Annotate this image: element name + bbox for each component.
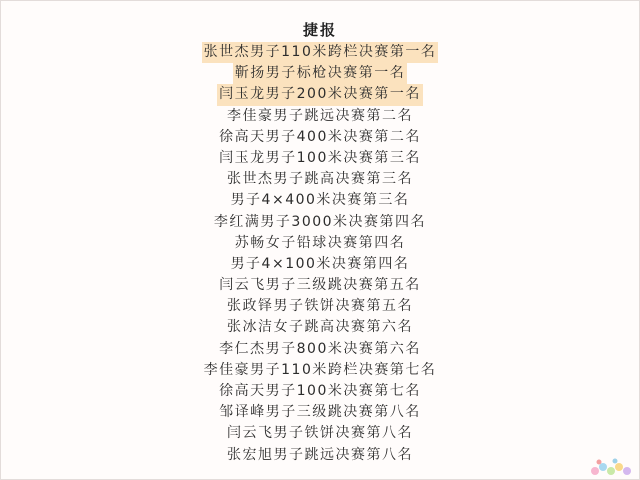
result-item <box>1 275 639 296</box>
result-item <box>1 360 639 381</box>
result-item <box>1 106 639 127</box>
result-text: 李仁杰男子800米决赛第六名 <box>219 340 421 357</box>
result-text: 邹译峰男子三级跳决赛第八名 <box>219 404 421 421</box>
result-text: 张政铎男子铁饼决赛第五名 <box>227 298 413 315</box>
result-item <box>1 63 639 84</box>
result-item <box>1 445 639 466</box>
result-item <box>1 339 639 360</box>
result-text: 靳扬男子标枪决赛第一名 <box>233 63 408 84</box>
result-text: 闫玉龙男子200米决赛第一名 <box>217 84 423 105</box>
result-text: 张宏旭男子跳远决赛第八名 <box>227 446 413 463</box>
result-item <box>1 212 639 233</box>
result-text: 李红满男子3000米决赛第四名 <box>213 213 427 230</box>
result-text: 闫云飞男子铁饼决赛第八名 <box>227 425 413 442</box>
result-item <box>1 402 639 423</box>
result-text: 徐高天男子100米决赛第七名 <box>219 383 421 399</box>
result-item <box>1 254 639 275</box>
result-item <box>1 148 639 169</box>
result-text: 苏畅女子铅球决赛第四名 <box>234 234 406 251</box>
result-text: 李佳豪男子110米跨栏决赛第七名 <box>203 361 437 378</box>
result-item <box>1 381 639 402</box>
result-item <box>1 84 639 105</box>
result-text: 闫玉龙男子100米决赛第三名 <box>219 149 421 166</box>
result-item <box>1 42 639 63</box>
result-text: 男子4×400米决赛第三名 <box>230 192 410 209</box>
result-item <box>1 423 639 444</box>
page-title: 捷报 <box>302 21 337 39</box>
result-item <box>1 317 639 338</box>
results-list <box>1 42 639 466</box>
result-item <box>1 190 639 211</box>
result-item <box>1 169 639 190</box>
result-text: 徐高天男子400米决赛第二名 <box>219 128 421 145</box>
result-item <box>1 233 639 254</box>
result-item <box>1 296 639 317</box>
result-text: 张冰洁女子跳高决赛第六名 <box>227 319 413 336</box>
result-text: 张世杰男子跳高决赛第三名 <box>227 171 413 188</box>
result-text: 闫云飞男子三级跳决赛第五名 <box>219 277 421 294</box>
colored-dots-decoration-icon <box>589 457 633 477</box>
result-text: 李佳豪男子跳远决赛第二名 <box>227 107 413 124</box>
result-text: 男子4×100米决赛第四名 <box>230 255 410 272</box>
result-item <box>1 127 639 148</box>
result-text: 张世杰男子110米跨栏决赛第一名 <box>202 42 439 63</box>
